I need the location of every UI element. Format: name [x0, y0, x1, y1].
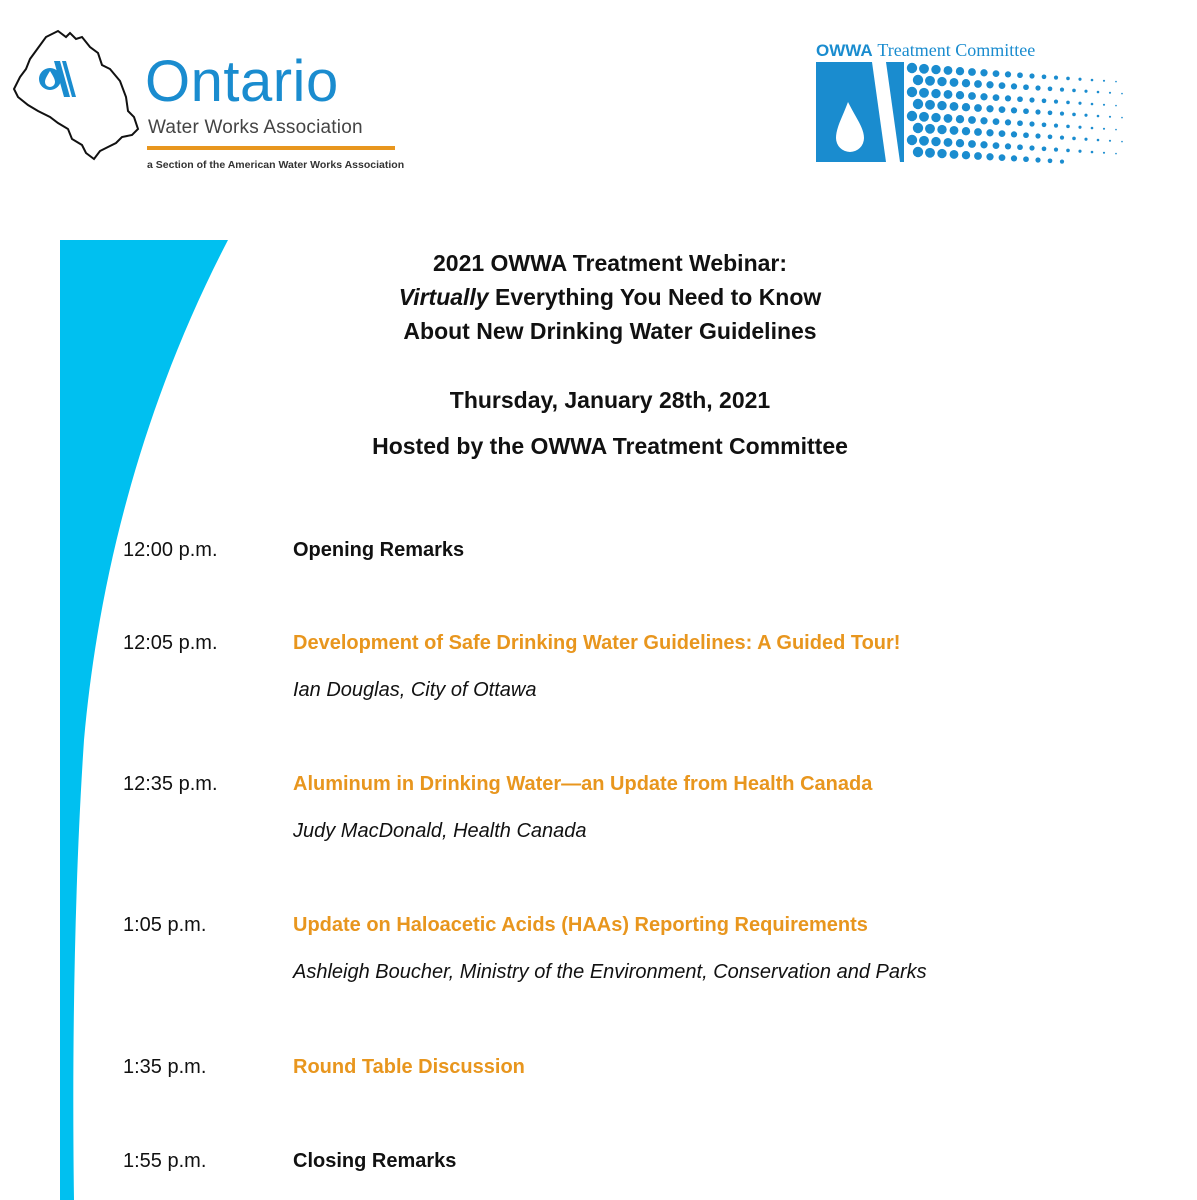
- agenda-time-5: 1:35 p.m.: [123, 1056, 207, 1078]
- halftone-dot: [1091, 151, 1094, 154]
- agenda-title-6: Closing Remarks: [293, 1150, 457, 1172]
- halftone-dot: [1005, 143, 1011, 149]
- halftone-dot: [968, 68, 976, 76]
- webinar-title-line-2: [150, 284, 1070, 311]
- halftone-dot: [1029, 121, 1034, 126]
- agenda-time-1: 12:00 p.m.: [123, 539, 218, 561]
- halftone-dot: [1054, 100, 1058, 104]
- halftone-dot: [1011, 131, 1017, 137]
- halftone-dot: [907, 87, 917, 97]
- halftone-dot: [999, 130, 1006, 137]
- agenda-time-3: 12:35 p.m.: [123, 773, 218, 795]
- ontario-logo-divider: [147, 146, 395, 150]
- halftone-dot: [907, 63, 917, 73]
- treatment-committee-logo: [812, 40, 1132, 170]
- halftone-dot: [1035, 109, 1040, 114]
- agenda-title-1: Opening Remarks: [293, 539, 465, 561]
- halftone-dot: [1035, 133, 1040, 138]
- agenda-speaker-3: Judy MacDonald, Health Canada: [293, 820, 587, 842]
- halftone-dot: [1011, 155, 1017, 161]
- halftone-dot: [1109, 92, 1111, 94]
- halftone-dot: [1023, 156, 1029, 162]
- agenda-time-6: 1:55 p.m.: [123, 1150, 207, 1172]
- halftone-dot: [1017, 144, 1023, 150]
- halftone-dot: [1072, 89, 1076, 93]
- halftone-dot: [1103, 80, 1105, 82]
- halftone-dot: [968, 140, 976, 148]
- halftone-dot: [1066, 101, 1070, 105]
- halftone-dot: [956, 91, 964, 99]
- halftone-dot: [931, 89, 940, 98]
- halftone-dot: [907, 111, 917, 121]
- halftone-dot: [1042, 146, 1047, 151]
- halftone-dot: [1115, 105, 1117, 107]
- halftone-dot: [1103, 128, 1105, 130]
- agenda-speaker-2: Ian Douglas, City of Ottawa: [293, 679, 537, 701]
- host-line: Hosted by the OWWA Treatment Committee: [372, 433, 848, 459]
- committee-logo-name: Treatment Committee: [877, 40, 1036, 60]
- halftone-dot: [993, 94, 1000, 101]
- halftone-dot: [1035, 157, 1040, 162]
- halftone-dot: [1121, 93, 1123, 95]
- halftone-dot: [980, 117, 987, 124]
- halftone-dot: [962, 151, 970, 159]
- halftone-dot: [1048, 86, 1053, 91]
- halftone-dot: [950, 102, 959, 111]
- halftone-dot: [999, 82, 1006, 89]
- halftone-dot: [1109, 140, 1111, 142]
- halftone-dot: [1109, 116, 1111, 118]
- halftone-dot: [1011, 107, 1017, 113]
- halftone-dot: [1078, 150, 1081, 153]
- halftone-dot: [944, 138, 953, 147]
- halftone-dot: [980, 93, 987, 100]
- halftone-dot: [937, 77, 946, 86]
- halftone-dot: [1084, 114, 1087, 117]
- agenda-title-3: Aluminum in Drinking Water—an Update from Health Canada: [293, 773, 873, 795]
- halftone-dot: [1121, 141, 1123, 143]
- halftone-dot: [931, 137, 940, 146]
- agenda-time-4: 1:05 p.m.: [123, 914, 207, 936]
- halftone-dot: [974, 104, 982, 112]
- halftone-dot: [925, 124, 935, 134]
- halftone-dot: [986, 153, 993, 160]
- ontario-tagline: a Section of the American Water Works Association: [147, 159, 405, 171]
- halftone-dot: [1097, 115, 1100, 118]
- halftone-dot: [1005, 71, 1011, 77]
- halftone-dot: [962, 79, 970, 87]
- ontario-subtitle: Water Works Association: [148, 117, 363, 138]
- halftone-dot: [1035, 85, 1040, 90]
- water-drop-dots-icon: [812, 62, 1132, 166]
- halftone-dot: [913, 123, 923, 133]
- committee-logo-title: [816, 40, 1035, 61]
- halftone-dot: [1097, 91, 1100, 94]
- halftone-dot: [999, 106, 1006, 113]
- halftone-dot: [913, 147, 923, 157]
- halftone-dot: [956, 115, 964, 123]
- halftone-dot: [1017, 120, 1023, 126]
- halftone-dot: [950, 150, 959, 159]
- halftone-dot: [1078, 126, 1081, 129]
- halftone-dot: [1084, 90, 1087, 93]
- halftone-dot: [962, 103, 970, 111]
- ontario-wordmark: Ontario: [145, 49, 339, 114]
- halftone-dot: [950, 126, 959, 135]
- title-line-2-rest: Everything You Need to Know: [488, 284, 822, 310]
- halftone-dot: [925, 76, 935, 86]
- halftone-dot: [937, 101, 946, 110]
- halftone-dot: [986, 81, 993, 88]
- halftone-dot: [1023, 132, 1029, 138]
- halftone-dot: [1091, 103, 1094, 106]
- halftone-dot: [986, 129, 993, 136]
- halftone-dot: [1017, 96, 1023, 102]
- halftone-dot: [993, 142, 1000, 149]
- halftone-dot: [1023, 108, 1029, 114]
- halftone-dot: [944, 114, 953, 123]
- halftone-dot: [999, 154, 1006, 161]
- halftone-dot: [974, 128, 982, 136]
- ontario-water-works-logo: [10, 25, 405, 171]
- halftone-dot: [1029, 73, 1034, 78]
- halftone-dot: [1072, 113, 1076, 117]
- halftone-dot: [919, 88, 929, 98]
- halftone-dot: [1091, 79, 1094, 82]
- agenda-time-2: 12:05 p.m.: [123, 632, 218, 654]
- halftone-dot: [968, 116, 976, 124]
- halftone-dot: [1066, 77, 1070, 81]
- halftone-dot: [968, 92, 976, 100]
- halftone-dot: [1084, 138, 1087, 141]
- halftone-dot: [919, 64, 929, 74]
- halftone-dot: [1115, 153, 1117, 155]
- title-emphasis: Virtually: [398, 284, 489, 310]
- halftone-dot: [980, 69, 987, 76]
- halftone-dot: [1017, 72, 1023, 78]
- halftone-dot: [1029, 145, 1034, 150]
- halftone-dot: [1011, 83, 1017, 89]
- agenda-title-4: Update on Haloacetic Acids (HAAs) Reporting Requirements: [293, 914, 868, 936]
- halftone-dot: [1054, 124, 1058, 128]
- halftone-dot: [974, 80, 982, 88]
- ontario-province-outline-icon: [10, 25, 145, 165]
- halftone-dot: [1048, 158, 1053, 163]
- halftone-dot: [1042, 98, 1047, 103]
- halftone-dot: [1091, 127, 1094, 130]
- halftone-dot: [1072, 137, 1076, 141]
- halftone-dot: [1005, 95, 1011, 101]
- halftone-dot: [1121, 117, 1123, 119]
- halftone-dot: [1048, 134, 1053, 139]
- halftone-dot: [956, 67, 964, 75]
- halftone-dot: [1078, 102, 1081, 105]
- webinar-title-line-1: 2021 OWWA Treatment Webinar:: [432, 250, 788, 276]
- halftone-dot: [993, 118, 1000, 125]
- halftone-dot: [919, 112, 929, 122]
- halftone-dot: [944, 66, 953, 75]
- halftone-dot: [1097, 139, 1100, 142]
- halftone-dot: [931, 65, 940, 74]
- halftone-dot: [937, 125, 946, 134]
- halftone-dot: [1066, 125, 1070, 129]
- halftone-dot: [925, 148, 935, 158]
- halftone-dot: [1029, 97, 1034, 102]
- halftone-dot: [1060, 88, 1064, 92]
- agenda-speaker-4: Ashleigh Boucher, Ministry of the Environment, Conservation and Parks: [293, 961, 927, 983]
- halftone-dot: [1115, 129, 1117, 131]
- halftone-dot: [1048, 110, 1053, 115]
- halftone-dot: [937, 149, 946, 158]
- agenda-title-5: Round Table Discussion: [293, 1056, 525, 1078]
- halftone-dot: [1042, 122, 1047, 127]
- webinar-title-line-3: About New Drinking Water Guidelines: [403, 318, 817, 344]
- halftone-dot: [944, 90, 953, 99]
- halftone-dot: [1060, 160, 1064, 164]
- halftone-dot: [919, 136, 929, 146]
- halftone-dot: [1060, 136, 1064, 140]
- halftone-dot: [962, 127, 970, 135]
- halftone-dot: [986, 105, 993, 112]
- committee-logo-abbr: OWWA: [816, 41, 873, 60]
- halftone-dot: [1005, 119, 1011, 125]
- halftone-dot: [913, 75, 923, 85]
- halftone-dot: [956, 139, 964, 147]
- halftone-dot: [993, 70, 1000, 77]
- event-date: Thursday, January 28th, 2021: [449, 387, 771, 413]
- agenda-title-2: Development of Safe Drinking Water Guidelines: A Guided Tour!: [293, 632, 901, 654]
- halftone-dot: [1042, 74, 1047, 79]
- halftone-dot: [950, 78, 959, 87]
- halftone-dot: [907, 135, 917, 145]
- halftone-dot: [1054, 76, 1058, 80]
- halftone-dot: [1103, 152, 1105, 154]
- halftone-dot: [974, 152, 982, 160]
- halftone-dot: [1060, 112, 1064, 116]
- halftone-dot: [913, 99, 923, 109]
- halftone-dot: [1023, 84, 1029, 90]
- halftone-dot: [1066, 149, 1070, 153]
- halftone-dot: [1115, 81, 1117, 83]
- halftone-dot: [1103, 104, 1105, 106]
- halftone-dot: [980, 141, 987, 148]
- halftone-dot: [1078, 78, 1081, 81]
- halftone-dot: [1054, 148, 1058, 152]
- halftone-dot: [925, 100, 935, 110]
- halftone-dot: [931, 113, 940, 122]
